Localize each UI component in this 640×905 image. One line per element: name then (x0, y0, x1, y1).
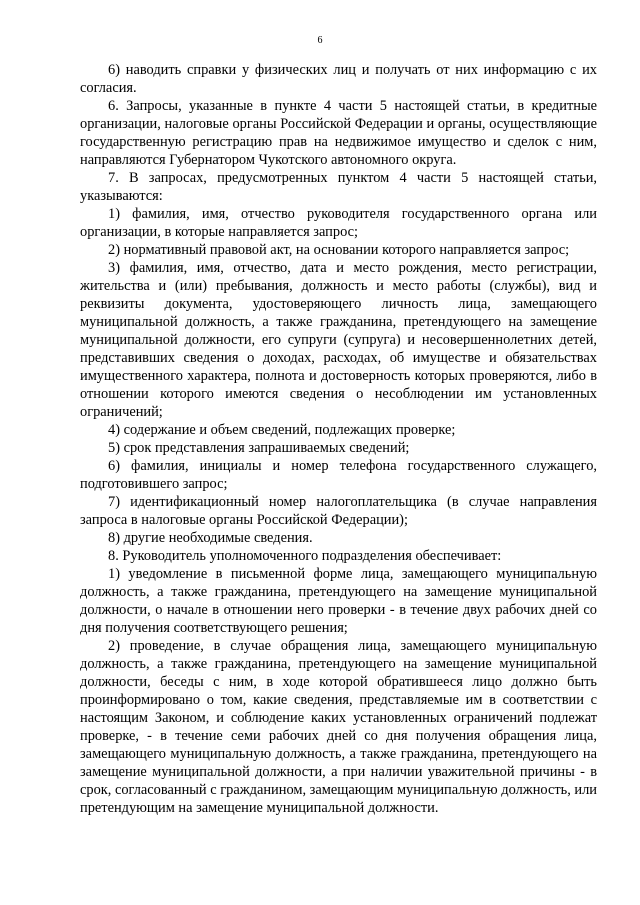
paragraph: 5) срок представления запрашиваемых сведений; (108, 440, 410, 456)
document-body (80, 61, 597, 817)
paragraph: 3) фамилия, имя, отчество, дата и место рождения, место регистрации, жительства и (или) пребывания, должность и место работы (службы), вид и реквизиты документа, удостоверяющего личность лица, замещающего муниципальной должность, а также гражданина, претендующего на замещение муниципальной должности, его супруги (супруга) и несовершеннолетних детей, представивших сведения о доходах, расходах, об имуществе и обязательствах имущественного характера, полнота и достоверность которых проверяются, либо в отношении которого имеются сведения о несоблюдении им установленных ограничений; (80, 260, 597, 420)
paragraph: 2) проведение, в случае обращения лица, замещающего муниципальную должность, а также гражданина, претендующего на замещение муниципальной должности, беседы с ним, в ходе которой обратившееся лицо должно быть проинформировано о том, какие сведения, представляемые им в соответствии с настоящим Законом, и соблюдение каких установленных ограничений подлежат проверке, - в течение семи рабочих дней со дня получения обращения лица, замещающего муниципальную должность, а также гражданина, претендующего на замещение муниципальной должности, а при наличии уважительной причины - в срок, согласованный с гражданином, замещающим муниципальную должность, или претендующим на замещение муниципальной должности. (80, 638, 597, 816)
paragraph: 2) нормативный правовой акт, на основании которого направляется запрос; (108, 242, 570, 258)
paragraph: 6) наводить справки у физических лиц и получать от них информацию с их согласия. (80, 62, 597, 96)
paragraph: 4) содержание и объем сведений, подлежащих проверке; (108, 422, 456, 438)
page-number: 6 (317, 35, 323, 46)
paragraph: 8. Руководитель уполномоченного подразделения обеспечивает: (108, 548, 502, 564)
paragraph: 1) уведомление в письменной форме лица, замещающего муниципальную должность, а также гражданина, претендующего на замещение муниципальной должности, о начале в отношении него проверки - в течение двух рабочих дней со дня получения соответствующего решения; (80, 566, 597, 636)
paragraph: 7) идентификационный номер налогоплательщика (в случае направления запроса в налоговые органы Российской Федерации); (80, 494, 597, 528)
paragraph: 1) фамилия, имя, отчество руководителя государственного органа или организации, в которые направляется запрос; (80, 206, 597, 240)
paragraph: 6) фамилия, инициалы и номер телефона государственного служащего, подготовившего запрос; (80, 458, 597, 492)
paragraph: 7. В запросах, предусмотренных пунктом 4 части 5 настоящей статьи, указываются: (80, 170, 597, 204)
paragraph: 6. Запросы, указанные в пункте 4 части 5 настоящей статьи, в кредитные организации, налоговые органы Российской Федерации и органы, осуществляющие государственную регистрацию прав на недвижимое имущество и сделок с ним, направляются Губернатором Чукотского автономного округа. (80, 98, 597, 168)
paragraph: 8) другие необходимые сведения. (108, 530, 313, 546)
